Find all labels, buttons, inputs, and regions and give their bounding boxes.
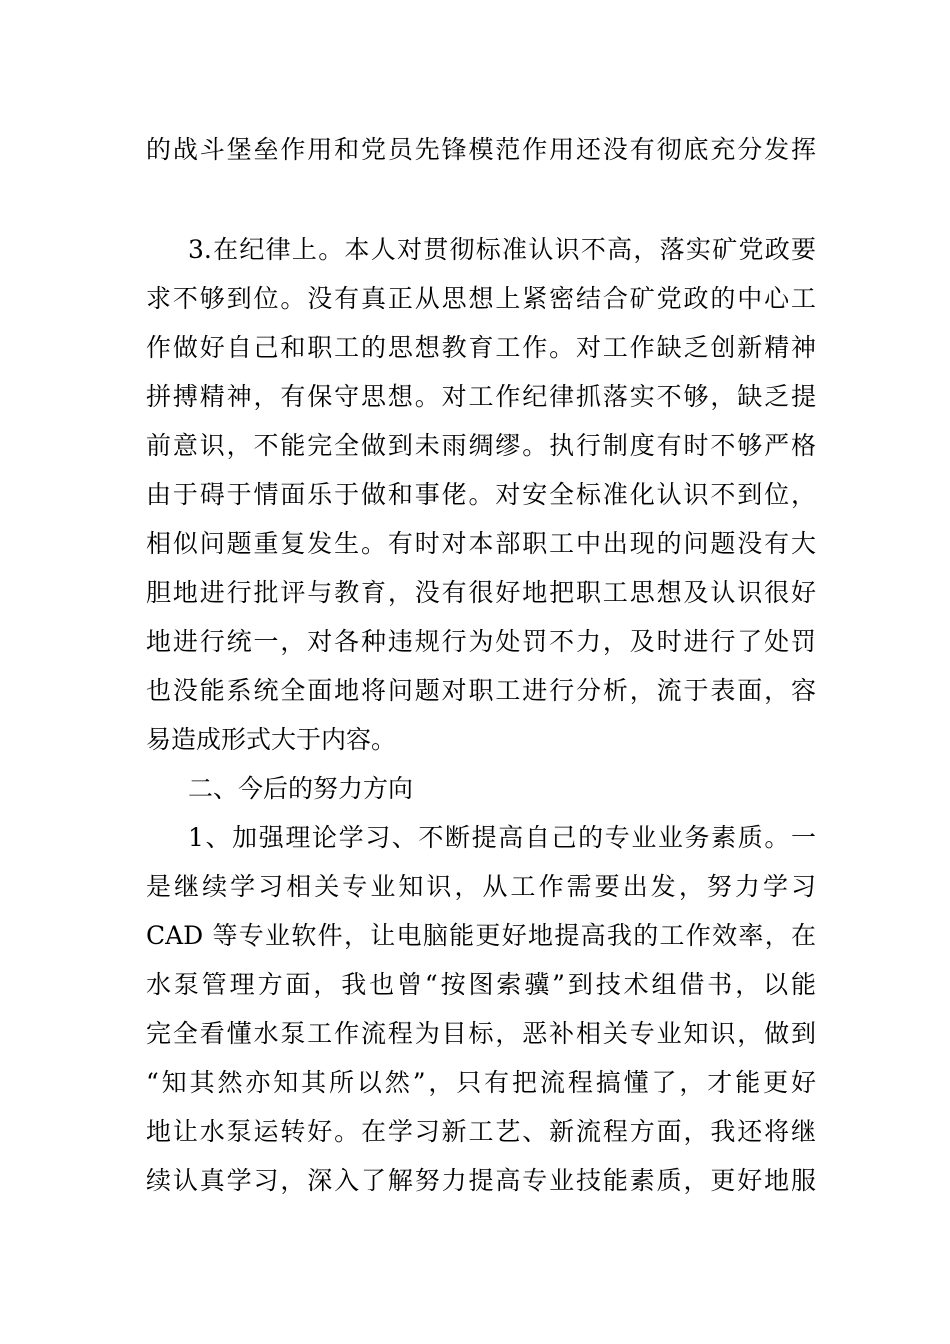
paragraph-line: 相似问题重复发生。有时对本部职工中出现的问题没有大 xyxy=(146,529,816,558)
paragraph-line: 前意识，不能完全做到未雨绸缪。执行制度有时不够严格 xyxy=(146,431,816,460)
paragraph-line: CAD 等专业软件，让电脑能更好地提高我的工作效率，在 xyxy=(146,921,816,950)
paragraph-line: 的战斗堡垒作用和党员先锋模范作用还没有彻底充分发挥 xyxy=(146,135,816,164)
paragraph-line: 作做好自己和职工的思想教育工作。对工作缺乏创新精神 xyxy=(146,333,816,362)
paragraph-line: 求不够到位。没有真正从思想上紧密结合矿党政的中心工 xyxy=(146,284,816,313)
paragraph-line: 地进行统一，对各种违规行为处罚不力，及时进行了处罚 xyxy=(146,627,816,656)
paragraph-line: 地让水泵运转好。在学习新工艺、新流程方面，我还将继 xyxy=(146,1117,816,1146)
paragraph-line: 1、加强理论学习、不断提高自己的专业业务素质。一 xyxy=(188,823,816,852)
paragraph-line: 3.在纪律上。本人对贯彻标准认识不高，落实矿党政要 xyxy=(188,235,816,264)
paragraph-line: 由于碍于情面乐于做和事佬。对安全标准化认识不到位， xyxy=(146,480,816,509)
paragraph-line: 水泵管理方面，我也曾“按图索骥”到技术组借书，以能 xyxy=(146,970,816,999)
paragraph-line: “知其然亦知其所以然”，只有把流程搞懂了，才能更好 xyxy=(146,1068,816,1097)
paragraph-line: 是继续学习相关专业知识，从工作需要出发，努力学习 xyxy=(146,872,816,901)
paragraph-line: 拼搏精神，有保守思想。对工作纪律抓落实不够，缺乏提 xyxy=(146,382,816,411)
paragraph-line: 胆地进行批评与教育，没有很好地把职工思想及认识很好 xyxy=(146,578,816,607)
paragraph-line: 也没能系统全面地将问题对职工进行分析，流于表面，容 xyxy=(146,676,816,705)
section-heading: 二、今后的努力方向 xyxy=(188,774,414,803)
paragraph-line: 易造成形式大于内容。 xyxy=(146,725,397,754)
paragraph-line: 续认真学习，深入了解努力提高专业技能素质，更好地服 xyxy=(146,1166,816,1195)
paragraph-line: 完全看懂水泵工作流程为目标，恶补相关专业知识，做到 xyxy=(146,1019,816,1048)
